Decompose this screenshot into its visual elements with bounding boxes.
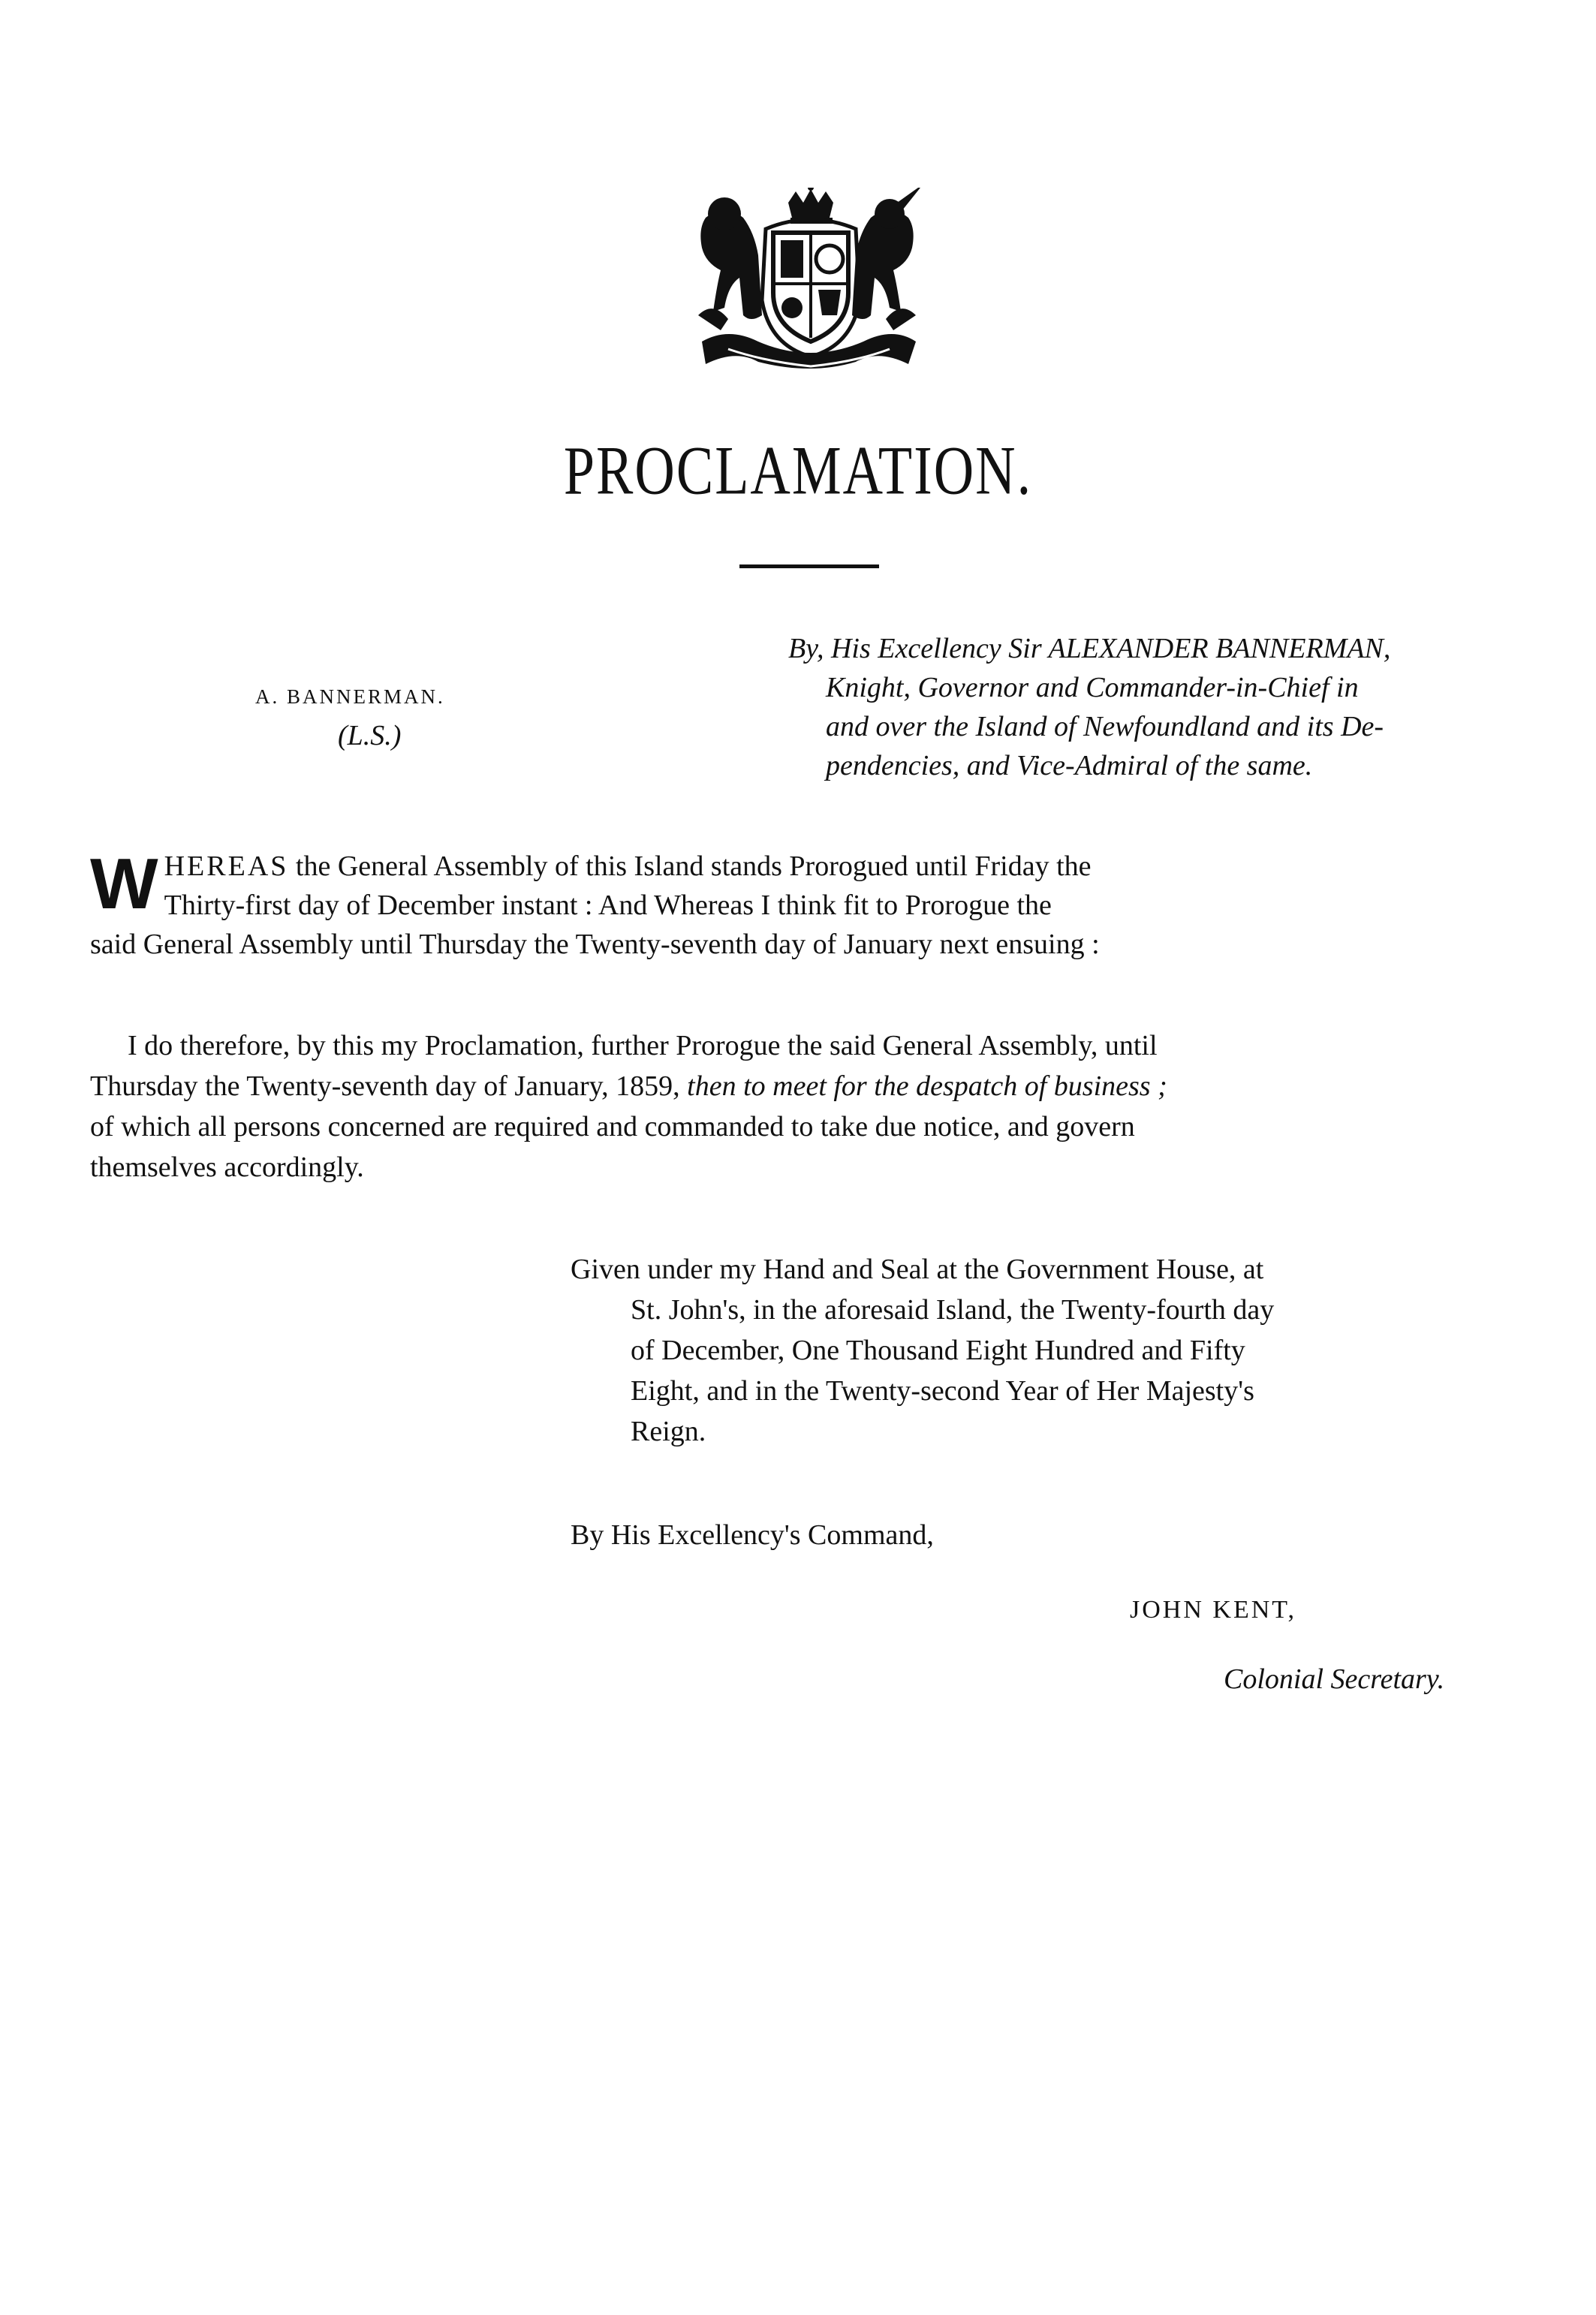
- given-under-hand-block: [571, 1249, 1509, 1452]
- proclamation-title: PROCLAMATION.: [563, 432, 1033, 510]
- paragraph-line: said General Assembly until Thursday the Twenty-seventh day of January next ensuing :: [90, 929, 1100, 960]
- governor-signature-block: [255, 682, 556, 755]
- seal-label: (L.S.): [338, 720, 402, 751]
- title-divider: [739, 564, 879, 568]
- command-line: By His Excellency's Command,: [571, 1519, 934, 1551]
- paragraph-line: themselves accordingly.: [90, 1151, 364, 1183]
- royal-coat-of-arms-icon: [683, 188, 931, 375]
- whereas-paragraph: [90, 844, 1509, 964]
- paragraph-line: [90, 847, 1509, 886]
- paragraph-line: I do therefore, by this my Proclamation, further Prorogue the said General Assembly, until: [128, 1030, 1158, 1061]
- paragraph-line: [90, 1066, 1509, 1106]
- secretary-title: Colonial Secretary.: [1224, 1663, 1445, 1695]
- given-line: St. John's, in the aforesaid Island, the Twenty-fourth day: [631, 1294, 1275, 1326]
- given-line: Reign.: [631, 1416, 706, 1447]
- paragraph-line: of which all persons concerned are required and commanded to take due notice, and govern: [90, 1111, 1135, 1142]
- paragraph-line-text: the General Assembly of this Island stands Prorogued until Friday the: [288, 850, 1092, 882]
- italic-phrase: then to meet for the despatch of business ;: [687, 1070, 1167, 1102]
- style-line: pendencies, and Vice-Admiral of the same.: [826, 750, 1313, 781]
- given-line: Given under my Hand and Seal at the Government House, at: [571, 1254, 1264, 1285]
- governor-signature: A. BANNERMAN.: [255, 685, 445, 708]
- style-line: By, His Excellency Sir ALEXANDER BANNERMAN,: [788, 633, 1391, 664]
- style-line: Knight, Governor and Commander-in-Chief in: [826, 672, 1359, 703]
- secretary-name: JOHN KENT,: [1130, 1596, 1297, 1624]
- paragraph-line: Thirty-first day of December instant : And Whereas I think fit to Prorogue the: [164, 890, 1052, 921]
- drop-cap: W: [90, 844, 155, 924]
- prorogue-paragraph: [90, 1025, 1509, 1188]
- given-line: of December, One Thousand Eight Hundred and Fifty: [631, 1335, 1245, 1366]
- paragraph-line-text: Thursday the Twenty-seventh day of January, 1859,: [90, 1070, 688, 1102]
- lead-word: HEREAS: [164, 850, 289, 882]
- governor-style-block: [788, 629, 1490, 785]
- style-line: and over the Island of Newfoundland and its De-: [826, 711, 1384, 742]
- given-line: Eight, and in the Twenty-second Year of Her Majesty's: [631, 1375, 1254, 1407]
